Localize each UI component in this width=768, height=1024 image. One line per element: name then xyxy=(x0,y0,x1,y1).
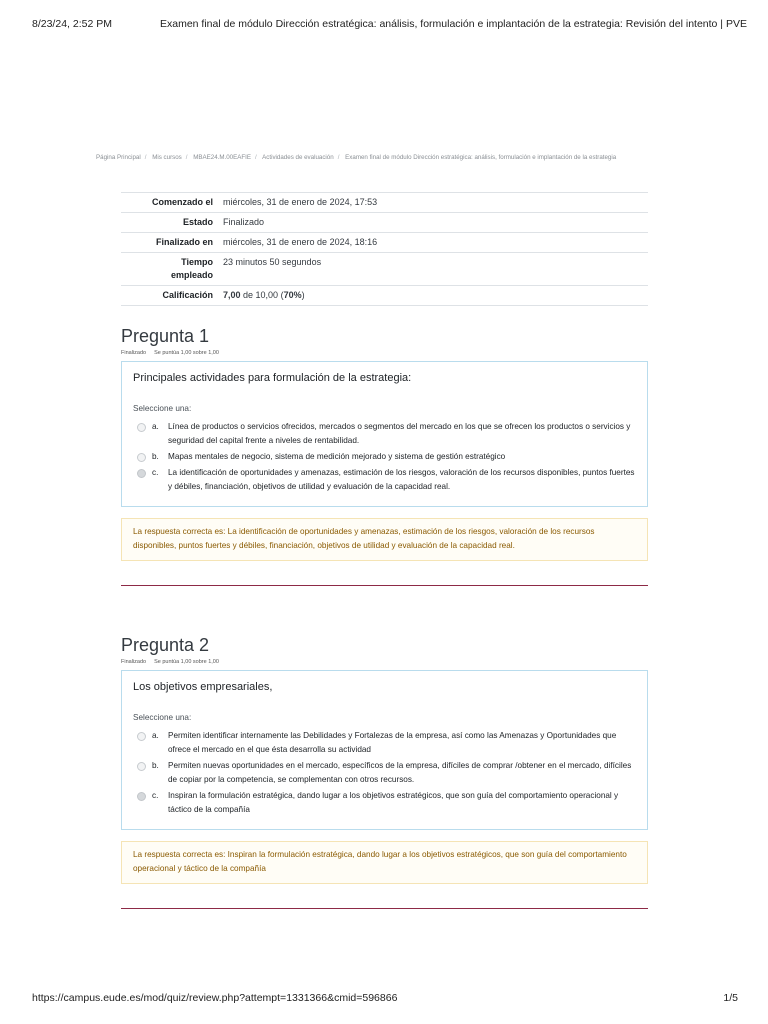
summary-row-time xyxy=(121,253,648,286)
answer-letter: b. xyxy=(152,761,159,770)
question-points: Se puntúa 1,00 sobre 1,00 xyxy=(154,659,219,665)
question-divider xyxy=(121,585,648,586)
answer-option-c[interactable] xyxy=(133,466,636,494)
breadcrumb-item-course[interactable]: MBAE24.M.00EAFIE xyxy=(193,154,252,161)
summary-label: Calificación xyxy=(121,286,219,306)
answer-letter: a. xyxy=(152,422,159,431)
correct-answer-feedback: La respuesta correcta es: La identificación de oportunidades y amenazas, estimación de los riesgos, valoración de los recursos disponibles, puntos fuertes y débiles, financiación, objetivos de utilidad y evaluación de la capacidad real. xyxy=(121,518,648,561)
answer-option-a[interactable] xyxy=(133,729,636,757)
grade-percent: 70% xyxy=(283,290,302,300)
question-2 xyxy=(121,634,648,909)
answer-letter: a. xyxy=(152,731,159,740)
breadcrumb-item-activities[interactable]: Actividades de evaluación xyxy=(262,154,334,161)
correct-answer-feedback: La respuesta correcta es: Inspiran la formulación estratégica, dando lugar a los objetivos estratégicos, que son guía del comportamiento operacional y táctico de la compañía xyxy=(121,841,648,884)
breadcrumb-separator: / xyxy=(255,154,257,161)
answer-text: Permiten nuevas oportunidades en el mercado, específicos de la empresa, difíciles de comprar /obtener en el mercado, difíciles de copiar por la competencia, se complementan con otros recursos. xyxy=(168,761,632,784)
breadcrumb-separator: / xyxy=(185,154,188,161)
question-text: Los objetivos empresariales, xyxy=(133,681,273,693)
attempt-summary-table xyxy=(121,192,648,306)
print-header xyxy=(0,18,768,34)
summary-label xyxy=(121,253,219,286)
breadcrumb-item-exam[interactable]: Examen final de módulo Dirección estratégica: análisis, formulación e implantación de la estrategia xyxy=(345,154,617,161)
question-info xyxy=(121,350,648,358)
summary-value: miércoles, 31 de enero de 2024, 18:16 xyxy=(219,233,648,253)
grade-score: 7,00 xyxy=(223,290,241,300)
question-status: Finalizado xyxy=(121,350,147,356)
question-status: Finalizado xyxy=(121,659,147,665)
answer-text: Inspiran la formulación estratégica, dando lugar a los objetivos estratégicos, que son guía del comportamiento operacional y táctico de la compañía xyxy=(168,791,619,814)
print-url: https://campus.eude.es/mod/quiz/review.php?attempt=1331366&cmid=596866 xyxy=(32,992,398,1004)
question-title: Pregunta 1 xyxy=(121,326,210,346)
answer-text: La identificación de oportunidades y amenazas, estimación de los riesgos, valoración de los recursos disponibles, puntos fuertes y débiles, financiación, objetivos de utilidad y evaluación de la capacidad real. xyxy=(168,468,635,491)
answer-option-b[interactable] xyxy=(133,759,636,787)
radio-button[interactable] xyxy=(137,762,146,771)
summary-value: Finalizado xyxy=(219,213,648,233)
summary-row-grade xyxy=(121,286,648,306)
grade-text: de 10,00 ( xyxy=(240,290,284,300)
summary-value xyxy=(219,286,648,306)
answer-prompt: Seleccione una: xyxy=(133,404,192,413)
summary-label: Estado xyxy=(121,213,219,233)
print-page-title: Examen final de módulo Dirección estratégica: análisis, formulación e implantación de la estrategia: Revisión del intento | PVE xyxy=(160,18,747,30)
question-content xyxy=(121,361,648,507)
answer-option-b[interactable] xyxy=(133,450,636,464)
print-datetime: 8/23/24, 2:52 PM xyxy=(32,18,112,30)
answer-letter: c. xyxy=(152,791,159,800)
question-content xyxy=(121,670,648,830)
radio-button[interactable] xyxy=(137,453,146,462)
summary-row-finished xyxy=(121,233,648,253)
radio-button-selected[interactable] xyxy=(137,792,146,801)
question-info xyxy=(121,659,648,667)
radio-button-selected[interactable] xyxy=(137,469,146,478)
breadcrumb-separator: / xyxy=(144,154,147,161)
print-page-number: 1/5 xyxy=(723,992,738,1004)
breadcrumb-item-my-courses[interactable]: Mis cursos xyxy=(152,154,182,161)
radio-button[interactable] xyxy=(137,732,146,741)
question-points: Se puntúa 1,00 sobre 1,00 xyxy=(154,350,219,356)
question-title: Pregunta 2 xyxy=(121,635,210,655)
question-1 xyxy=(121,325,648,586)
summary-row-state xyxy=(121,213,648,233)
breadcrumb xyxy=(96,154,696,161)
answer-prompt: Seleccione una: xyxy=(133,713,192,722)
summary-label-line: Tiempo xyxy=(181,257,213,267)
answer-option-a[interactable] xyxy=(133,420,636,448)
summary-label-line: empleado xyxy=(170,270,213,280)
question-text: Principales actividades para formulación de la estrategia: xyxy=(133,372,412,384)
summary-row-started xyxy=(121,193,648,213)
summary-label: Finalizado en xyxy=(121,233,219,253)
answer-letter: b. xyxy=(152,452,159,461)
print-footer xyxy=(0,992,768,1008)
breadcrumb-separator: / xyxy=(337,154,340,161)
summary-value: miércoles, 31 de enero de 2024, 17:53 xyxy=(219,193,648,213)
radio-button[interactable] xyxy=(137,423,146,432)
summary-label: Comenzado el xyxy=(121,193,219,213)
question-divider xyxy=(121,908,648,909)
grade-text: ) xyxy=(301,290,305,300)
summary-value: 23 minutos 50 segundos xyxy=(219,253,648,286)
breadcrumb-item-home[interactable]: Página Principal xyxy=(96,154,141,161)
answer-text: Permiten identificar internamente las Debilidades y Fortalezas de la empresa, así como las Amenazas y Oportunidades que ofrece el mercado en el que ésta desarrolla su actividad xyxy=(168,731,617,754)
answer-option-c[interactable] xyxy=(133,789,636,817)
answer-text: Línea de productos o servicios ofrecidos, mercados o segmentos del mercado en los que se ofrecen los productos o servicios y seguridad del capital frente a niveles de rentabilidad. xyxy=(168,422,631,445)
answer-letter: c. xyxy=(152,468,159,477)
answer-text: Mapas mentales de negocio, sistema de medición mejorado y sistema de gestión estratégico xyxy=(168,452,506,461)
